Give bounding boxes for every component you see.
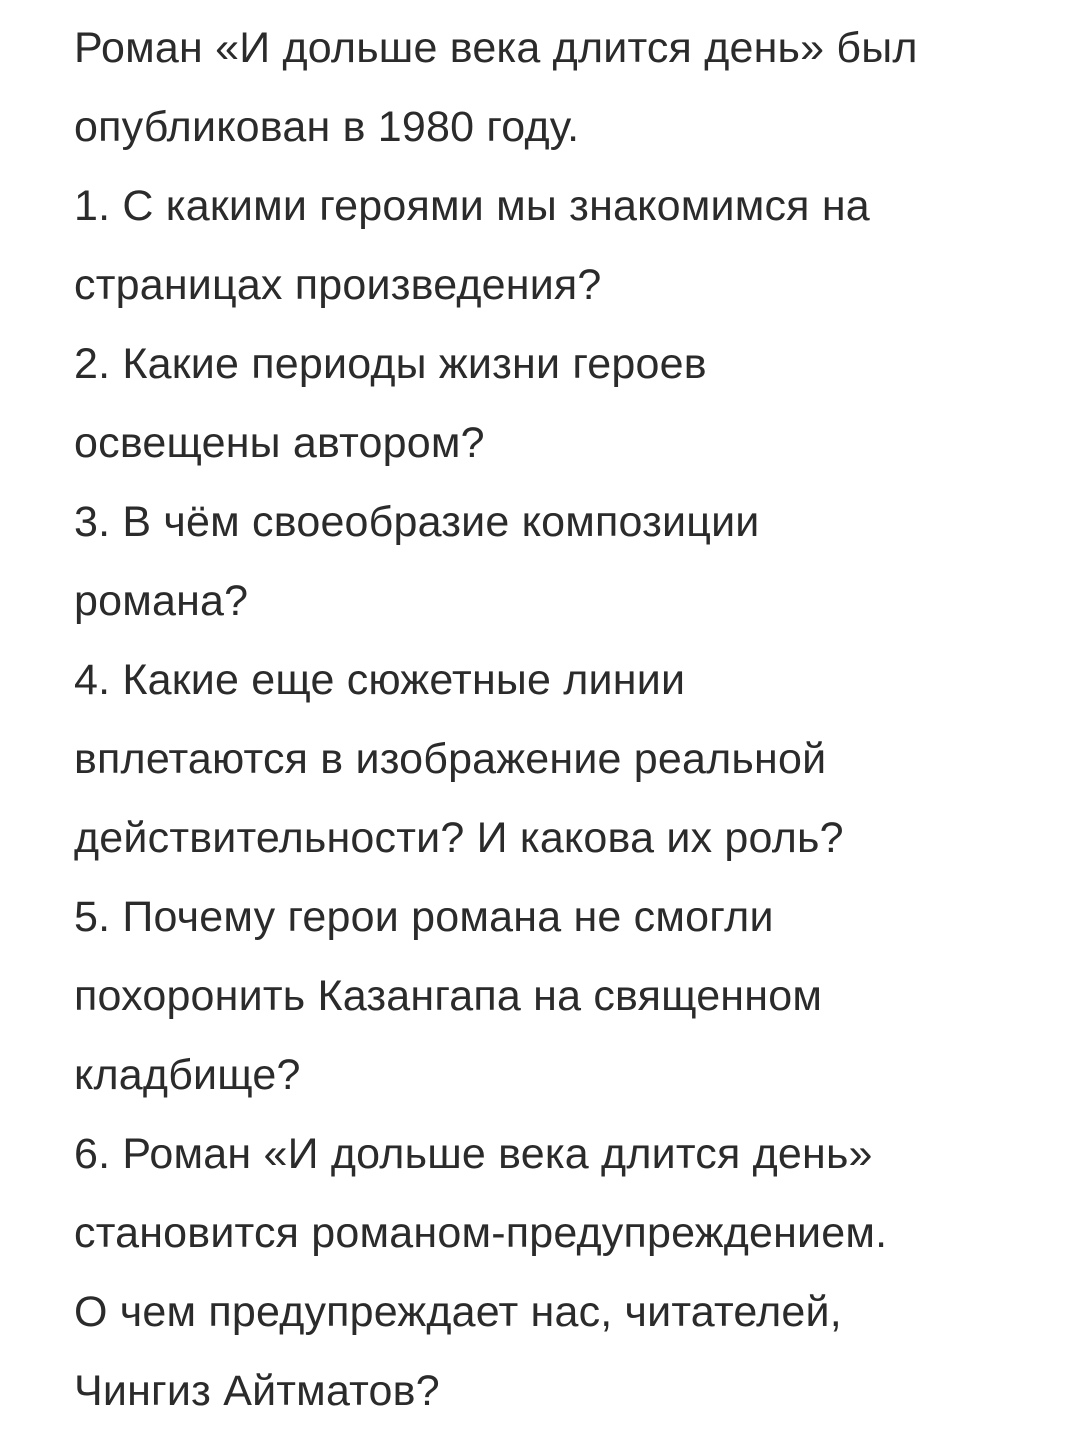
question-3-line-2: романа? [74,577,249,625]
question-5-line-1: 5. Почему герои романа не смогли [74,893,774,941]
question-1-line-2: страницах произведения? [74,261,602,309]
question-6-line-3: О чем предупреждает нас, читателей, [74,1288,842,1336]
question-1-line-1: 1. С какими героями мы знакомимся на [74,182,870,230]
question-5-line-3: кладбище? [74,1051,301,1099]
question-4-line-2: вплетаются в изображение реальной [74,735,827,783]
question-6-line-4: Чингиз Айтматов? [74,1367,440,1415]
question-3-line-1: 3. В чём своеобразие композиции [74,498,760,546]
question-2-line-2: освещены автором? [74,419,485,467]
intro-line-2: опубликован в 1980 году. [74,103,580,151]
question-4-line-1: 4. Какие еще сюжетные линии [74,656,686,704]
question-4-line-3: действительности? И какова их роль? [74,814,844,862]
question-5-line-2: похоронить Казангапа на священном [74,972,823,1020]
question-6-line-2: становится романом-предупреждением. [74,1209,888,1257]
question-6-line-1: 6. Роман «И дольше века длится день» [74,1130,873,1178]
intro-line-1: Роман «И дольше века длится день» был [74,24,918,72]
question-2-line-1: 2. Какие периоды жизни героев [74,340,707,388]
